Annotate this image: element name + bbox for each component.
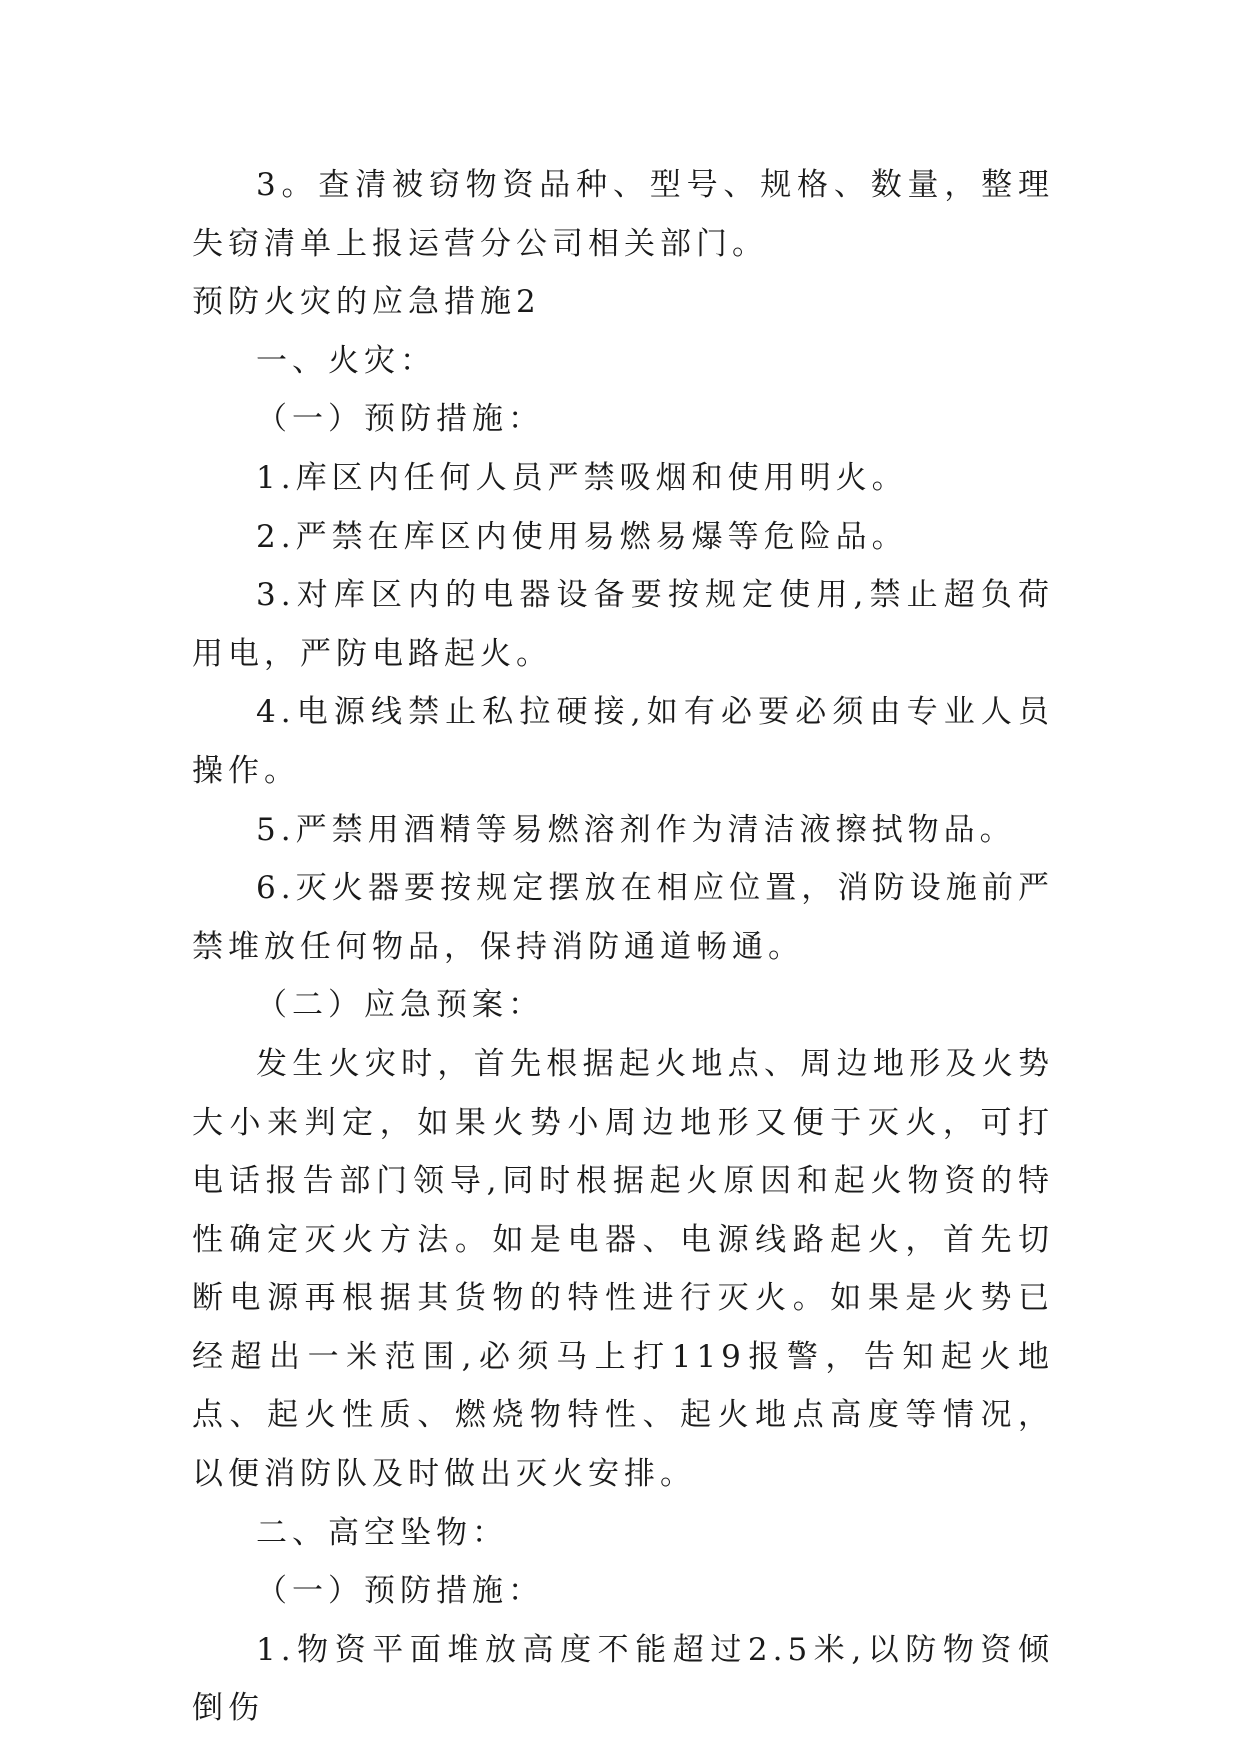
list-item-fire-1: 1.库区内任何人员严禁吸烟和使用明火。	[256, 459, 908, 496]
list-item-fire-6: 6.灭火器要按规定摆放在相应位置，消防设施前严禁堆放任何物品，保持消防通道畅通。	[192, 870, 1054, 965]
subheading-prevention-measures: （一）预防措施：	[256, 401, 544, 438]
subheading-prevention-measures-2: （一）预防措施：	[256, 1573, 544, 1610]
list-item-fire-3: 3.对库区内的电器设备要按规定使用,禁止超负荷用电，严防电路起火。	[192, 577, 1054, 672]
section-heading-fire-prevention: 预防火灾的应急措施2	[192, 284, 541, 321]
document-body	[192, 156, 1054, 1738]
list-item-fire-4: 4.电源线禁止私拉硬接,如有必要必须由专业人员操作。	[192, 694, 1054, 789]
paragraph-theft-item-3: 3。查清被窃物资品种、型号、规格、数量，整理失窃清单上报运营分公司相关部门。	[192, 167, 1054, 262]
paragraph-fire-response: 发生火灾时，首先根据起火地点、周边地形及火势大小来判定，如果火势小周边地形又便于灭火，可打电话报告部门领导,同时根据起火原因和起火物资的特性确定灭火方法。如是电器、电源线路起火，首先切断电源再根据其货物的特性进行灭火。如果是火势已经超出一米范围,必须马上打119报警，告知起火地点、起火性质、燃烧物特性、起火地点高度等情况，以便消防队及时做出灭火安排。	[192, 1045, 1054, 1493]
list-item-fire-2: 2.严禁在库区内使用易燃易爆等危险品。	[256, 518, 908, 555]
subheading-emergency-plan: （二）应急预案：	[256, 987, 544, 1024]
list-item-fire-5: 5.严禁用酒精等易燃溶剂作为清洁液擦拭物品。	[256, 811, 1016, 848]
list-item-falling-1: 1.物资平面堆放高度不能超过2.5米,以防物资倾倒伤	[192, 1631, 1054, 1727]
heading-falling-objects: 二、高空坠物：	[256, 1514, 508, 1551]
heading-fire: 一、火灾：	[256, 342, 436, 379]
